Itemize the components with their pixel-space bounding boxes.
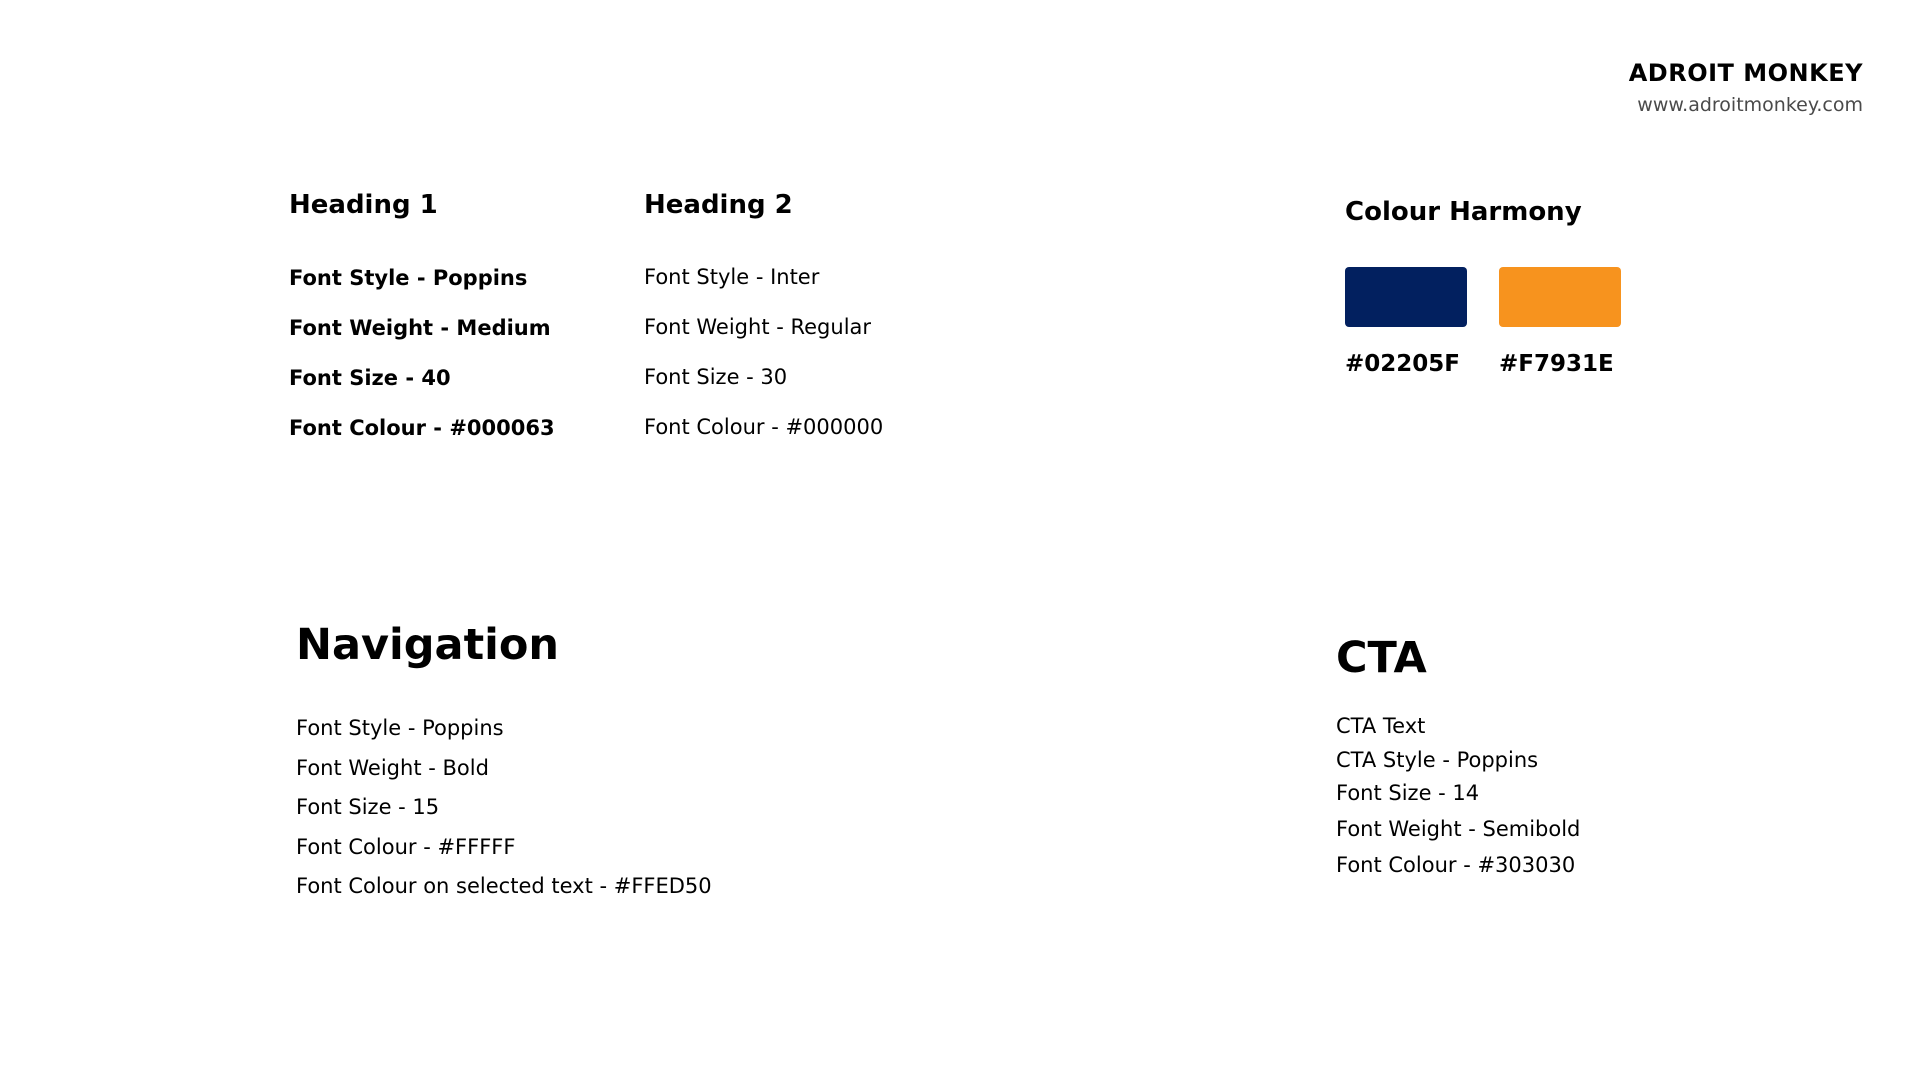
brand-url: www.adroitmonkey.com bbox=[1637, 94, 1863, 116]
heading1-spec-list bbox=[289, 262, 555, 462]
heading2-font-weight: Font Weight - Regular bbox=[644, 315, 872, 339]
navigation-title: Navigation bbox=[296, 620, 560, 670]
cta-text: CTA Text bbox=[1336, 714, 1426, 738]
heading1-font-colour: Font Colour - #000063 bbox=[289, 416, 555, 440]
heading1-font-weight: Font Weight - Medium bbox=[289, 316, 551, 340]
brand-name: ADROIT MONKEY bbox=[1628, 59, 1863, 87]
cta-font-weight: Font Weight - Semibold bbox=[1336, 817, 1581, 841]
navigation-spec-list bbox=[296, 712, 712, 910]
heading1-title: Heading 1 bbox=[289, 190, 438, 220]
heading2-font-size: Font Size - 30 bbox=[644, 365, 788, 389]
cta-font-colour: Font Colour - #303030 bbox=[1336, 853, 1576, 877]
heading2-font-colour: Font Colour - #000000 bbox=[644, 415, 884, 439]
cta-style: CTA Style - Poppins bbox=[1336, 748, 1539, 772]
orange-hex-label: #F7931E bbox=[1499, 351, 1614, 377]
heading1-font-size: Font Size - 40 bbox=[289, 366, 451, 390]
heading1-font-style: Font Style - Poppins bbox=[289, 266, 528, 290]
cta-title: CTA bbox=[1336, 633, 1427, 683]
navigation-selected-font-colour: Font Colour on selected text - #FFED50 bbox=[296, 874, 712, 898]
heading2-font-style: Font Style - Inter bbox=[644, 265, 820, 289]
navy-colour-swatch bbox=[1345, 267, 1467, 327]
colour-harmony-title: Colour Harmony bbox=[1345, 197, 1582, 227]
navy-hex-label: #02205F bbox=[1345, 351, 1460, 377]
orange-colour-swatch bbox=[1499, 267, 1621, 327]
navigation-font-style: Font Style - Poppins bbox=[296, 716, 504, 740]
heading2-title: Heading 2 bbox=[644, 190, 793, 220]
navigation-font-colour: Font Colour - #FFFFF bbox=[296, 834, 516, 859]
cta-spec-list bbox=[1336, 710, 1580, 885]
heading2-spec-list bbox=[644, 261, 883, 461]
navigation-font-size: Font Size - 15 bbox=[296, 795, 440, 819]
navigation-font-weight: Font Weight - Bold bbox=[296, 755, 489, 780]
cta-font-size: Font Size - 14 bbox=[1336, 781, 1480, 805]
